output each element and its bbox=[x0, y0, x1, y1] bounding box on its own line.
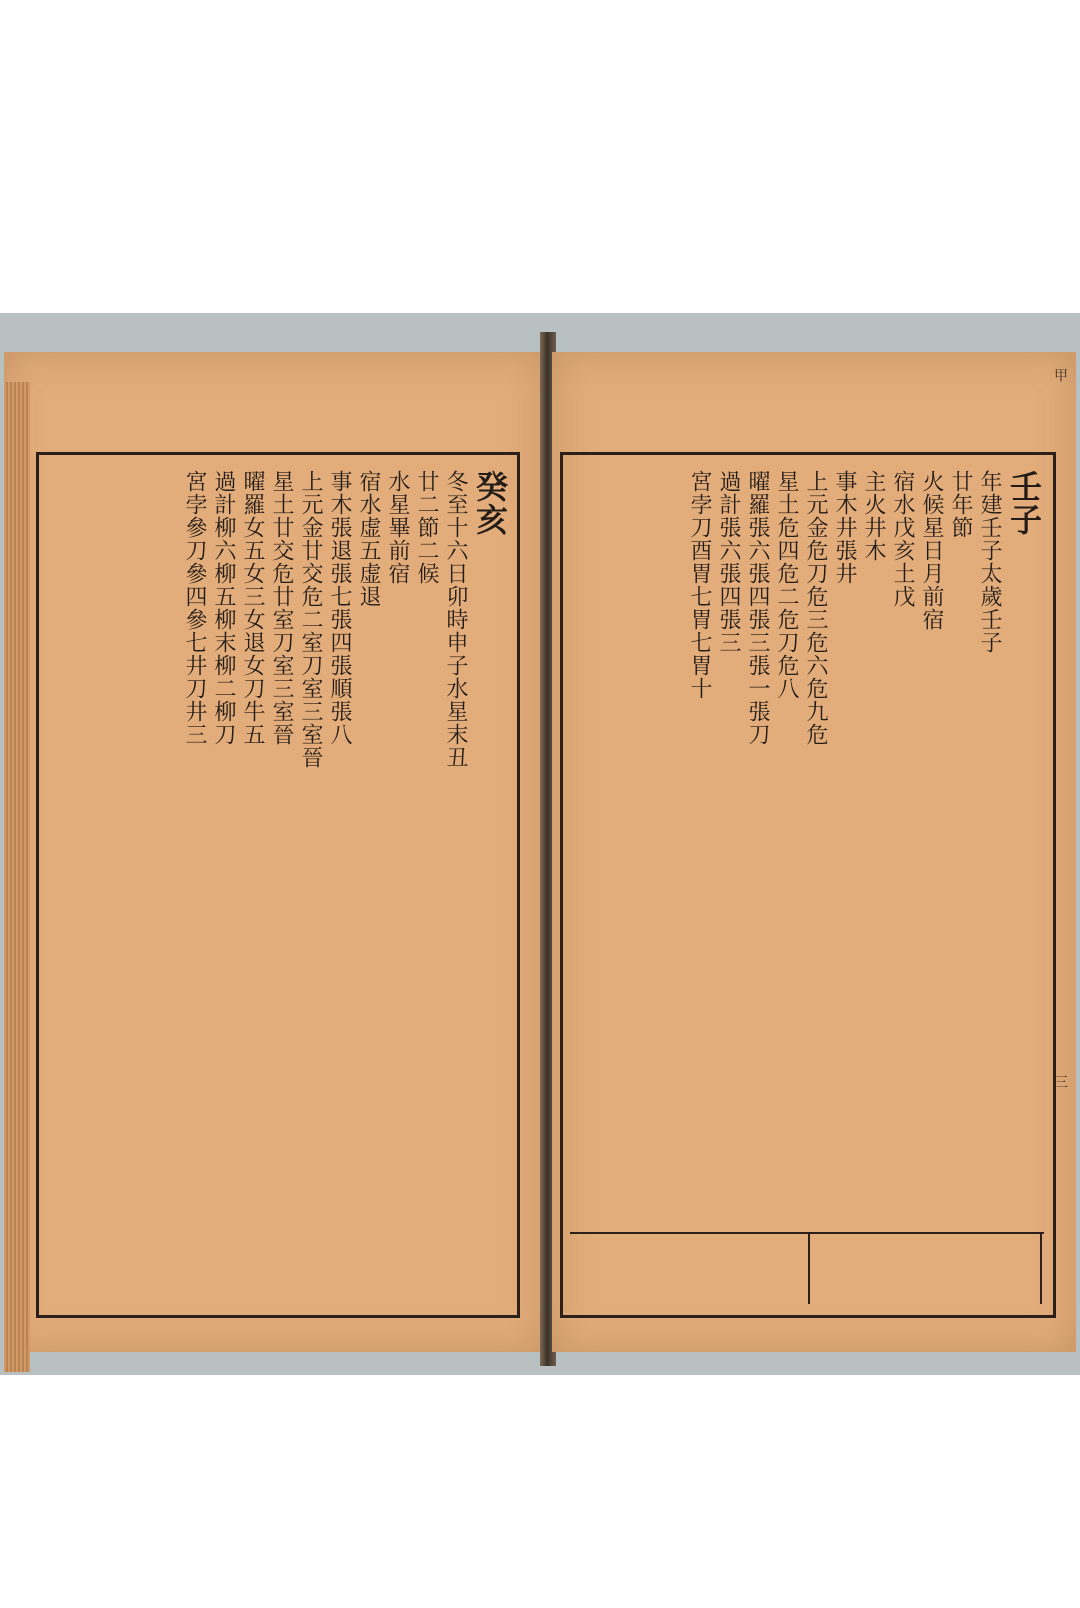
left-column: 星土廿交危廿室刀室三室晉 bbox=[269, 470, 294, 746]
left-column: 過計柳六柳五柳末柳二柳刀 bbox=[211, 470, 236, 746]
right-column-heading: 壬子 bbox=[1005, 470, 1043, 536]
right-column: 主火井木 bbox=[861, 470, 886, 562]
left-column: 事木張退張七張四張順張八 bbox=[327, 470, 352, 746]
left-column: 曜羅女五女三女退女刀牛五 bbox=[240, 470, 265, 746]
open-book bbox=[0, 332, 1080, 1366]
left-column-heading: 癸亥 bbox=[471, 470, 509, 536]
right-column: 廿年節 bbox=[948, 470, 973, 539]
right-column: 曜羅張六張四張三張一張刀 bbox=[745, 470, 770, 746]
left-column: 水星畢前宿 bbox=[385, 470, 410, 585]
page-edge-stack bbox=[4, 382, 30, 1372]
left-column: 廿二節二候 bbox=[414, 470, 439, 585]
right-column: 宮孛刀酉胃七胃七胃十 bbox=[687, 470, 712, 700]
right-column: 星土危四危二危刀危八 bbox=[774, 470, 799, 700]
page-number: 三 bbox=[1054, 1075, 1068, 1091]
right-page bbox=[552, 352, 1076, 1352]
bottom-box-divider bbox=[808, 1234, 810, 1304]
right-page-bottom-box bbox=[570, 1232, 1044, 1304]
right-column: 宿水戊亥土戊 bbox=[890, 470, 915, 608]
left-column: 冬至十六日卯時申子水星末丑 bbox=[443, 470, 468, 769]
left-page bbox=[4, 352, 544, 1352]
right-column: 事木井張井 bbox=[832, 470, 857, 585]
left-column: 宿水虚五虚退 bbox=[356, 470, 381, 608]
right-page-text bbox=[570, 470, 1044, 1220]
right-column: 年建壬子太歲壬子 bbox=[977, 470, 1002, 654]
bottom-box-divider bbox=[1040, 1234, 1042, 1304]
left-column: 上元金廿交危二室刀室三室晉 bbox=[298, 470, 323, 769]
right-margin-mark: 甲 bbox=[1052, 368, 1068, 382]
right-column: 火候星日月前宿 bbox=[919, 470, 944, 631]
left-column: 宮孛參刀參四參七井刀井三 bbox=[182, 470, 207, 746]
right-column: 上元金危刀危三危六危九危 bbox=[803, 470, 828, 746]
left-page-text bbox=[44, 470, 510, 1292]
right-column: 過計張六張四張三 bbox=[716, 470, 741, 654]
